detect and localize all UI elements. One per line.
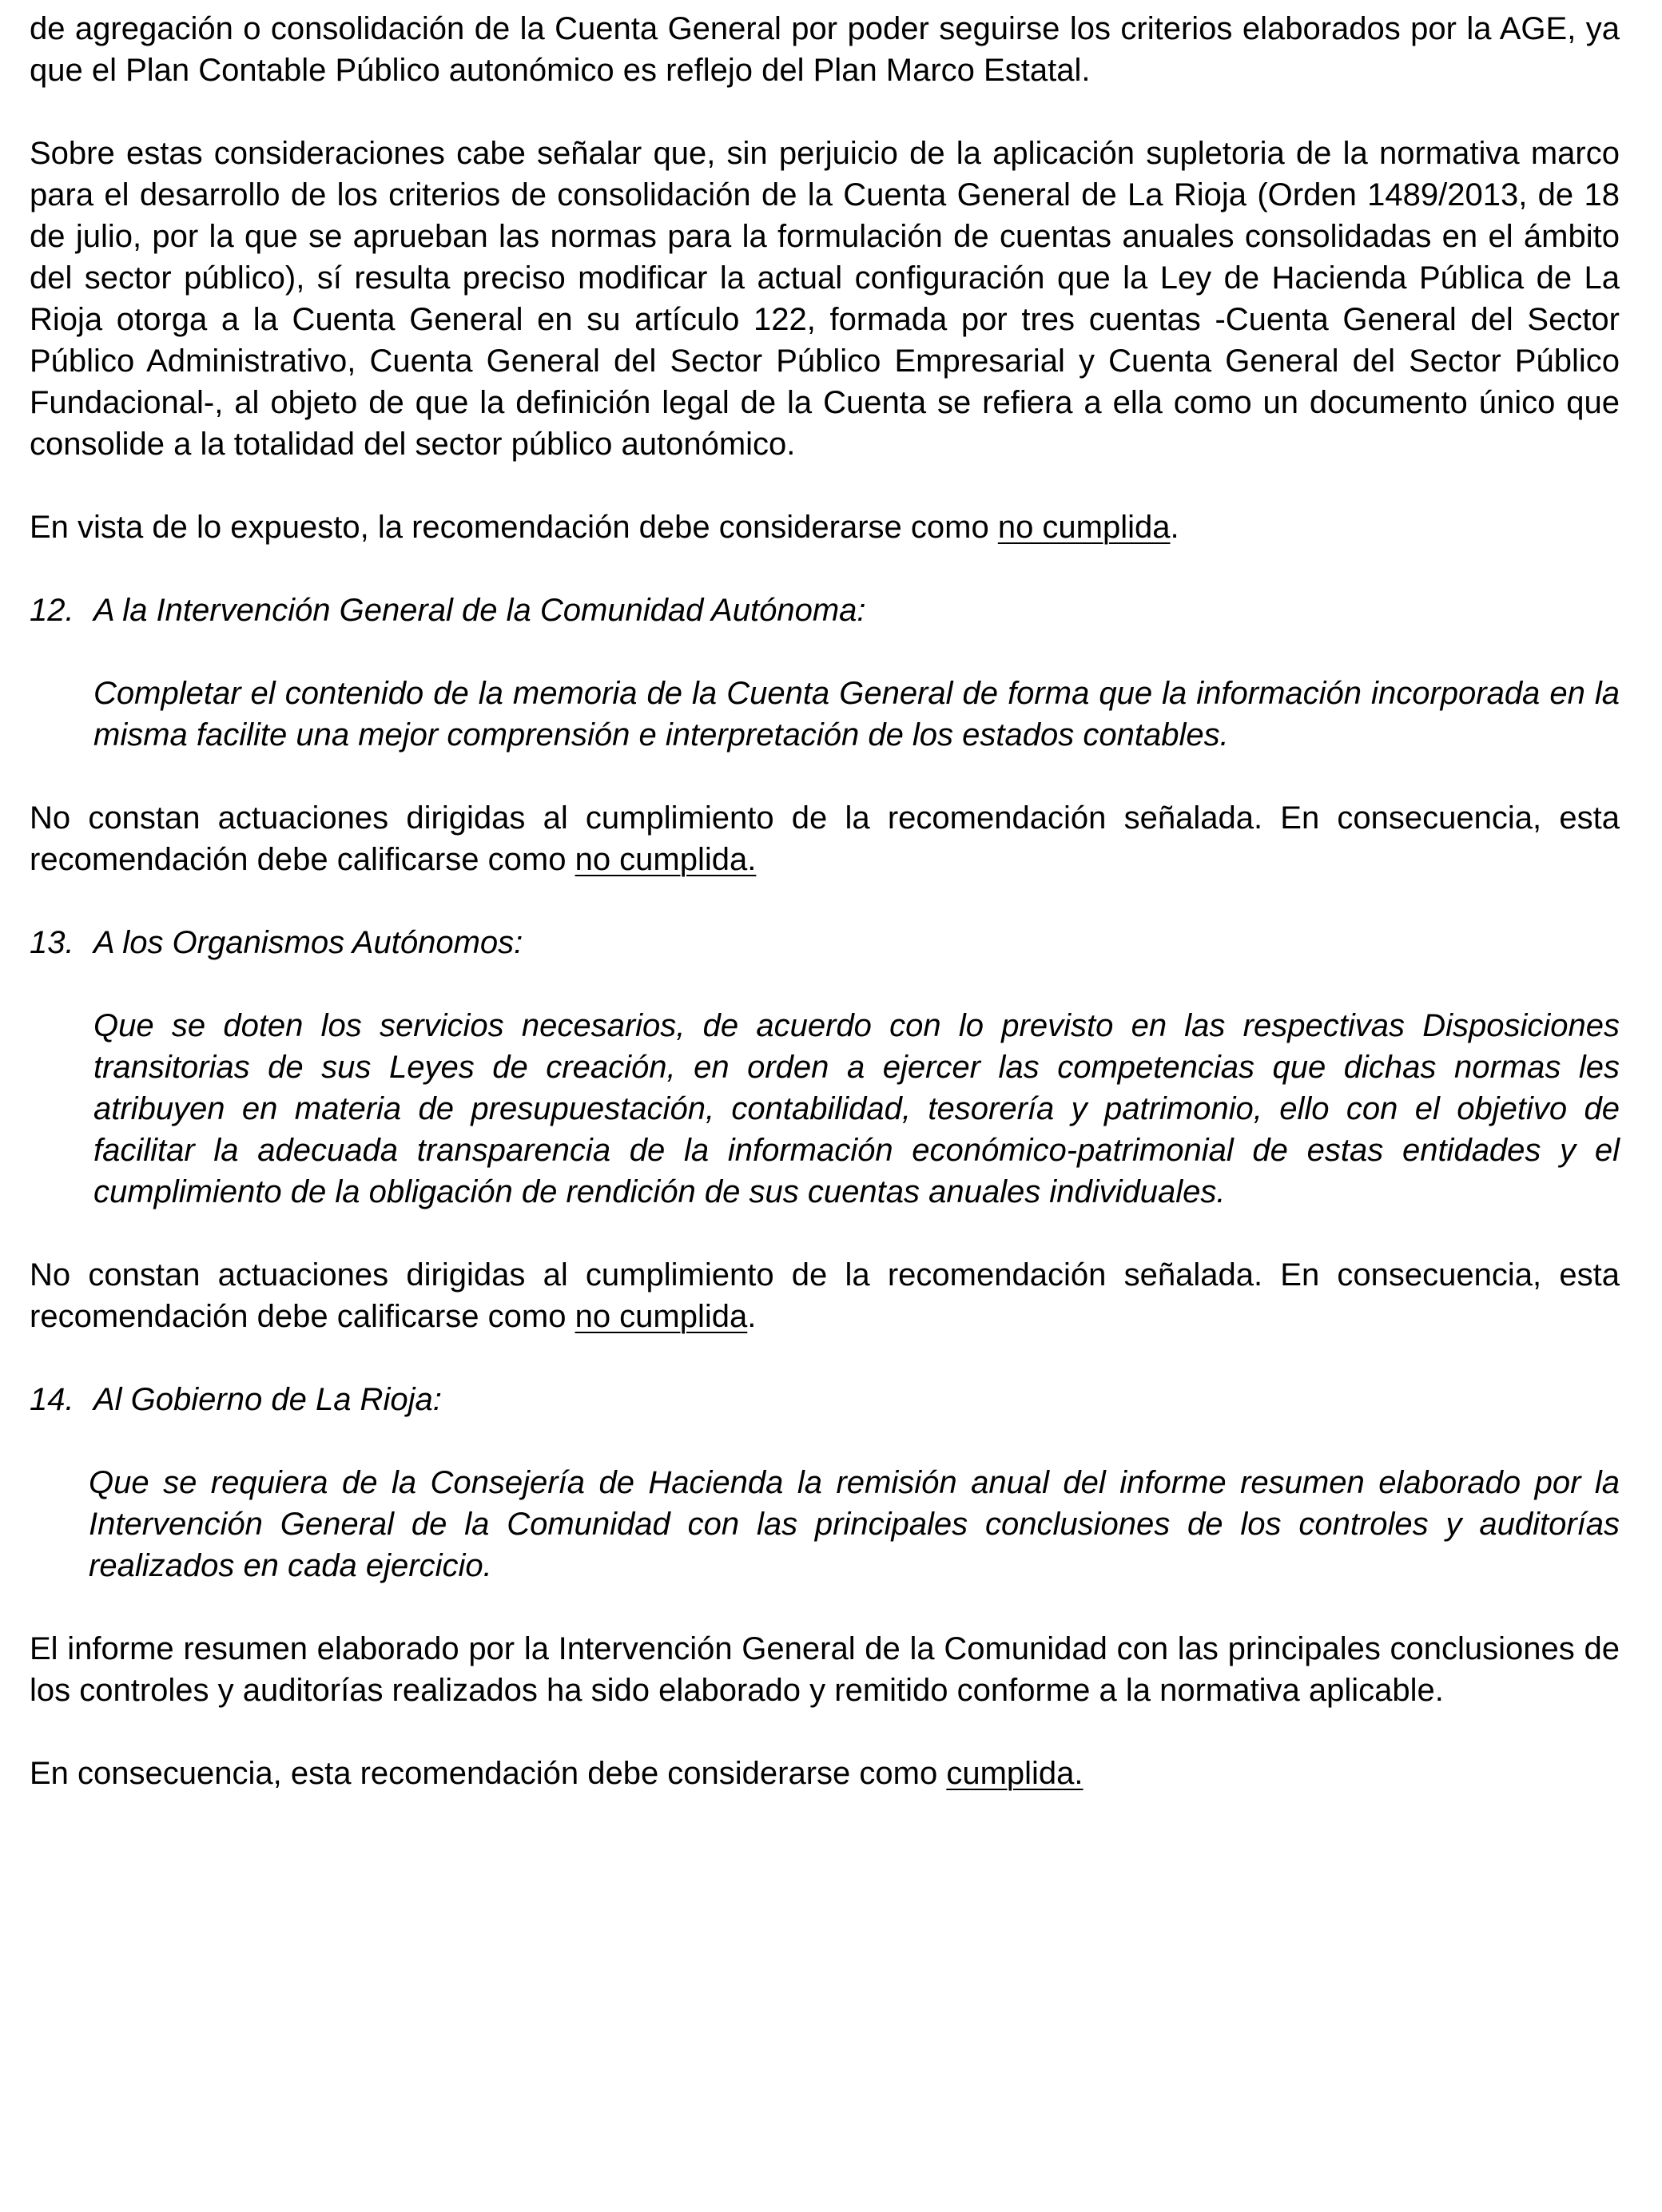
conclusion-text: En vista de lo expuesto, la recomendación debe considerarse como bbox=[30, 510, 998, 545]
item-number: 13. bbox=[30, 925, 74, 960]
status-cumplida: cumplida. bbox=[946, 1756, 1083, 1791]
item-13-assessment bbox=[30, 1254, 1620, 1337]
conclusion-text: En consecuencia, esta recomendación debe considerarse como bbox=[30, 1756, 947, 1791]
conclusion-paragraph bbox=[30, 506, 1620, 548]
item-recipient: Al Gobierno de La Rioja: bbox=[93, 1382, 442, 1417]
item-13-heading bbox=[30, 922, 1620, 963]
assessment-suffix: . bbox=[747, 1299, 757, 1334]
conclusion-suffix: . bbox=[1170, 510, 1179, 545]
assessment-text: No constan actuaciones dirigidas al cumplimiento de la recomendación señalada. En consecuencia, esta recomendación debe calificarse como bbox=[30, 1257, 1620, 1334]
assessment-text: No constan actuaciones dirigidas al cumplimiento de la recomendación señalada. En consecuencia, esta recomendación debe calificarse como bbox=[30, 800, 1620, 877]
status-no-cumplida: no cumplida bbox=[575, 1299, 748, 1334]
item-14-assessment: El informe resumen elaborado por la Intervención General de la Comunidad con las principales conclusiones de los controles y auditorías realizados ha sido elaborado y remitido conforme a la normativa aplicable. bbox=[30, 1631, 1620, 1708]
item-number: 12. bbox=[30, 593, 74, 628]
item-recipient: A los Organismos Autónomos: bbox=[93, 925, 523, 960]
item-recipient: A la Intervención General de la Comunidad Autónoma: bbox=[93, 593, 866, 628]
item-14-heading bbox=[30, 1379, 1620, 1420]
item-12-assessment bbox=[30, 797, 1620, 880]
intro-paragraph: de agregación o consolidación de la Cuenta General por poder seguirse los criterios elaborados por la AGE, ya que el Plan Contable Público autonómico es reflejo del Plan Marco Estatal. bbox=[30, 11, 1620, 88]
item-number: 14. bbox=[30, 1382, 74, 1417]
item-14-recommendation: Que se requiera de la Consejería de Hacienda la remisión anual del informe resumen elaborado por la Intervención General de la Comunidad con las principales conclusiones de los controles y auditorías realizados en cada ejercicio. bbox=[89, 1465, 1620, 1583]
status-no-cumplida: no cumplida bbox=[997, 510, 1171, 545]
item-14-conclusion bbox=[30, 1753, 1620, 1794]
status-no-cumplida: no cumplida. bbox=[575, 842, 757, 877]
item-13-recommendation: Que se doten los servicios necesarios, de acuerdo con lo previsto en las respectivas Disposiciones transitorias de sus Leyes de creación, en orden a ejercer las competencias que dichas normas les atribuyen en materia de presupuestación, contabilidad, tesorería y patrimonio, ello con el objetivo de facilitar la adecuada transparencia de la información económico-patrimonial de estas entidades y el cumplimiento de la obligación de rendición de sus cuentas anuales individuales. bbox=[93, 1008, 1620, 1209]
considerations-paragraph: Sobre estas consideraciones cabe señalar que, sin perjuicio de la aplicación supletoria de la normativa marco para el desarrollo de los criterios de consolidación de la Cuenta General de La Rioja (Orden 1489/2013, de 18 de julio, por la que se aprueban las normas para la formulación de cuentas anuales consolidadas en el ámbito del sector público), sí resulta preciso modificar la actual configuración que la Ley de Hacienda Pública de La Rioja otorga a la Cuenta General en su artículo 122, formada por tres cuentas -Cuenta General del Sector Público Administrativo, Cuenta General del Sector Público Empresarial y Cuenta General del Sector Público Fundacional-, al objeto de que la definición legal de la Cuenta se refiera a ella como un documento único que consolide a la totalidad del sector público autonómico. bbox=[30, 136, 1620, 462]
item-12-recommendation: Completar el contenido de la memoria de la Cuenta General de forma que la información incorporada en la misma facilite una mejor comprensión e interpretación de los estados contables. bbox=[93, 676, 1620, 753]
document-page bbox=[30, 8, 1620, 1794]
item-12-heading bbox=[30, 590, 1620, 631]
